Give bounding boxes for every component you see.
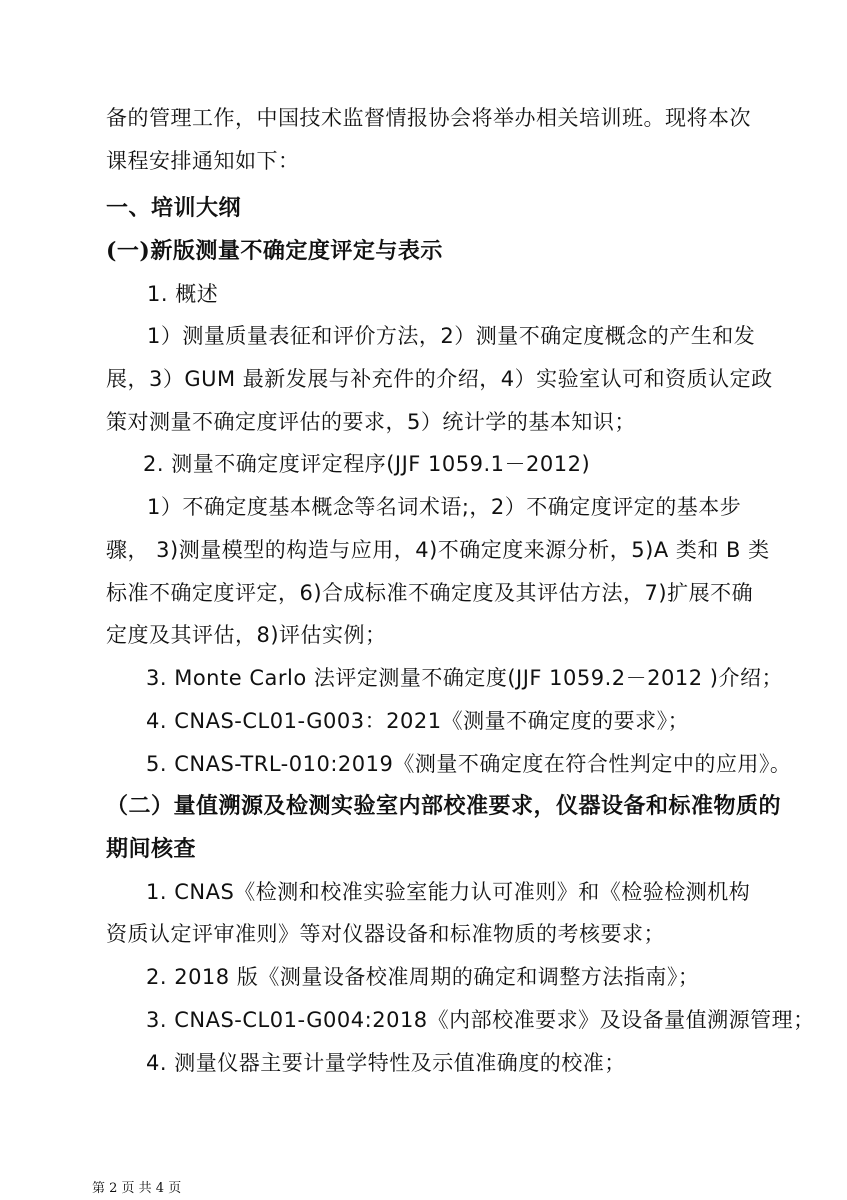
list-item: 4. CNAS-CL01-G003：2021《测量不确定度的要求》； — [146, 709, 690, 733]
list-item-heading: 2. 测量不确定度评定程序(JJF 1059.1－2012) — [143, 452, 591, 476]
list-item: 5. CNAS-TRL-010:2019《测量不确定度在符合性判定中的应用》。 — [146, 752, 792, 776]
list-item: 4. 测量仪器主要计量学特性及示值准确度的校准； — [146, 1051, 626, 1075]
list-item-heading: 1. 概述 — [147, 282, 219, 306]
subsection-heading: (一)新版测量不确定度评定与表示 — [106, 238, 443, 264]
paragraph-line: 备的管理工作，中国技术监督情报协会将举办相关培训班。现将本次 — [106, 106, 751, 130]
paragraph-line: 策对测量不确定度评估的要求，5）统计学的基本知识； — [106, 410, 636, 434]
list-item: 3. CNAS-CL01-G004:2018《内部校准要求》及设备量值溯源管理； — [146, 1008, 815, 1032]
list-item: 3. Monte Carlo 法评定测量不确定度(JJF 1059.2－2012 )介绍； — [146, 666, 783, 690]
paragraph-line: 资质认定评审准则》等对仪器设备和标准物质的考核要求； — [106, 922, 665, 946]
paragraph-line: 骤， 3)测量模型的构造与应用，4)不确定度来源分析，5)A 类和 B 类 — [106, 538, 770, 562]
paragraph-line: 标准不确定度评定，6)合成标准不确定度及其评估方法，7)扩展不确 — [106, 581, 754, 605]
subsection-heading: 期间核查 — [106, 836, 197, 862]
subsection-heading: （二）量值溯源及检测实验室内部校准要求，仪器设备和标准物质的 — [106, 793, 782, 819]
page-number-footer: 第 2 页 共 4 页 — [92, 1181, 182, 1196]
paragraph-line: 展，3）GUM 最新发展与补充件的介绍，4）实验室认可和资质认定政 — [106, 367, 773, 391]
paragraph-line: 1）不确定度基本概念等名词术语;，2）不确定度评定的基本步 — [147, 495, 742, 519]
paragraph-line: 课程安排通知如下： — [106, 149, 300, 173]
paragraph-line: 定度及其评估，8)评估实例； — [106, 623, 387, 647]
list-item: 1. CNAS《检测和校准实验室能力认可准则》和《检验检测机构 — [146, 880, 751, 904]
paragraph-line: 1）测量质量表征和评价方法，2）测量不确定度概念的产生和发 — [147, 324, 756, 348]
section-heading: 一、培训大纲 — [106, 195, 242, 221]
list-item: 2. 2018 版《测量设备校准周期的确定和调整方法指南》； — [146, 965, 700, 989]
